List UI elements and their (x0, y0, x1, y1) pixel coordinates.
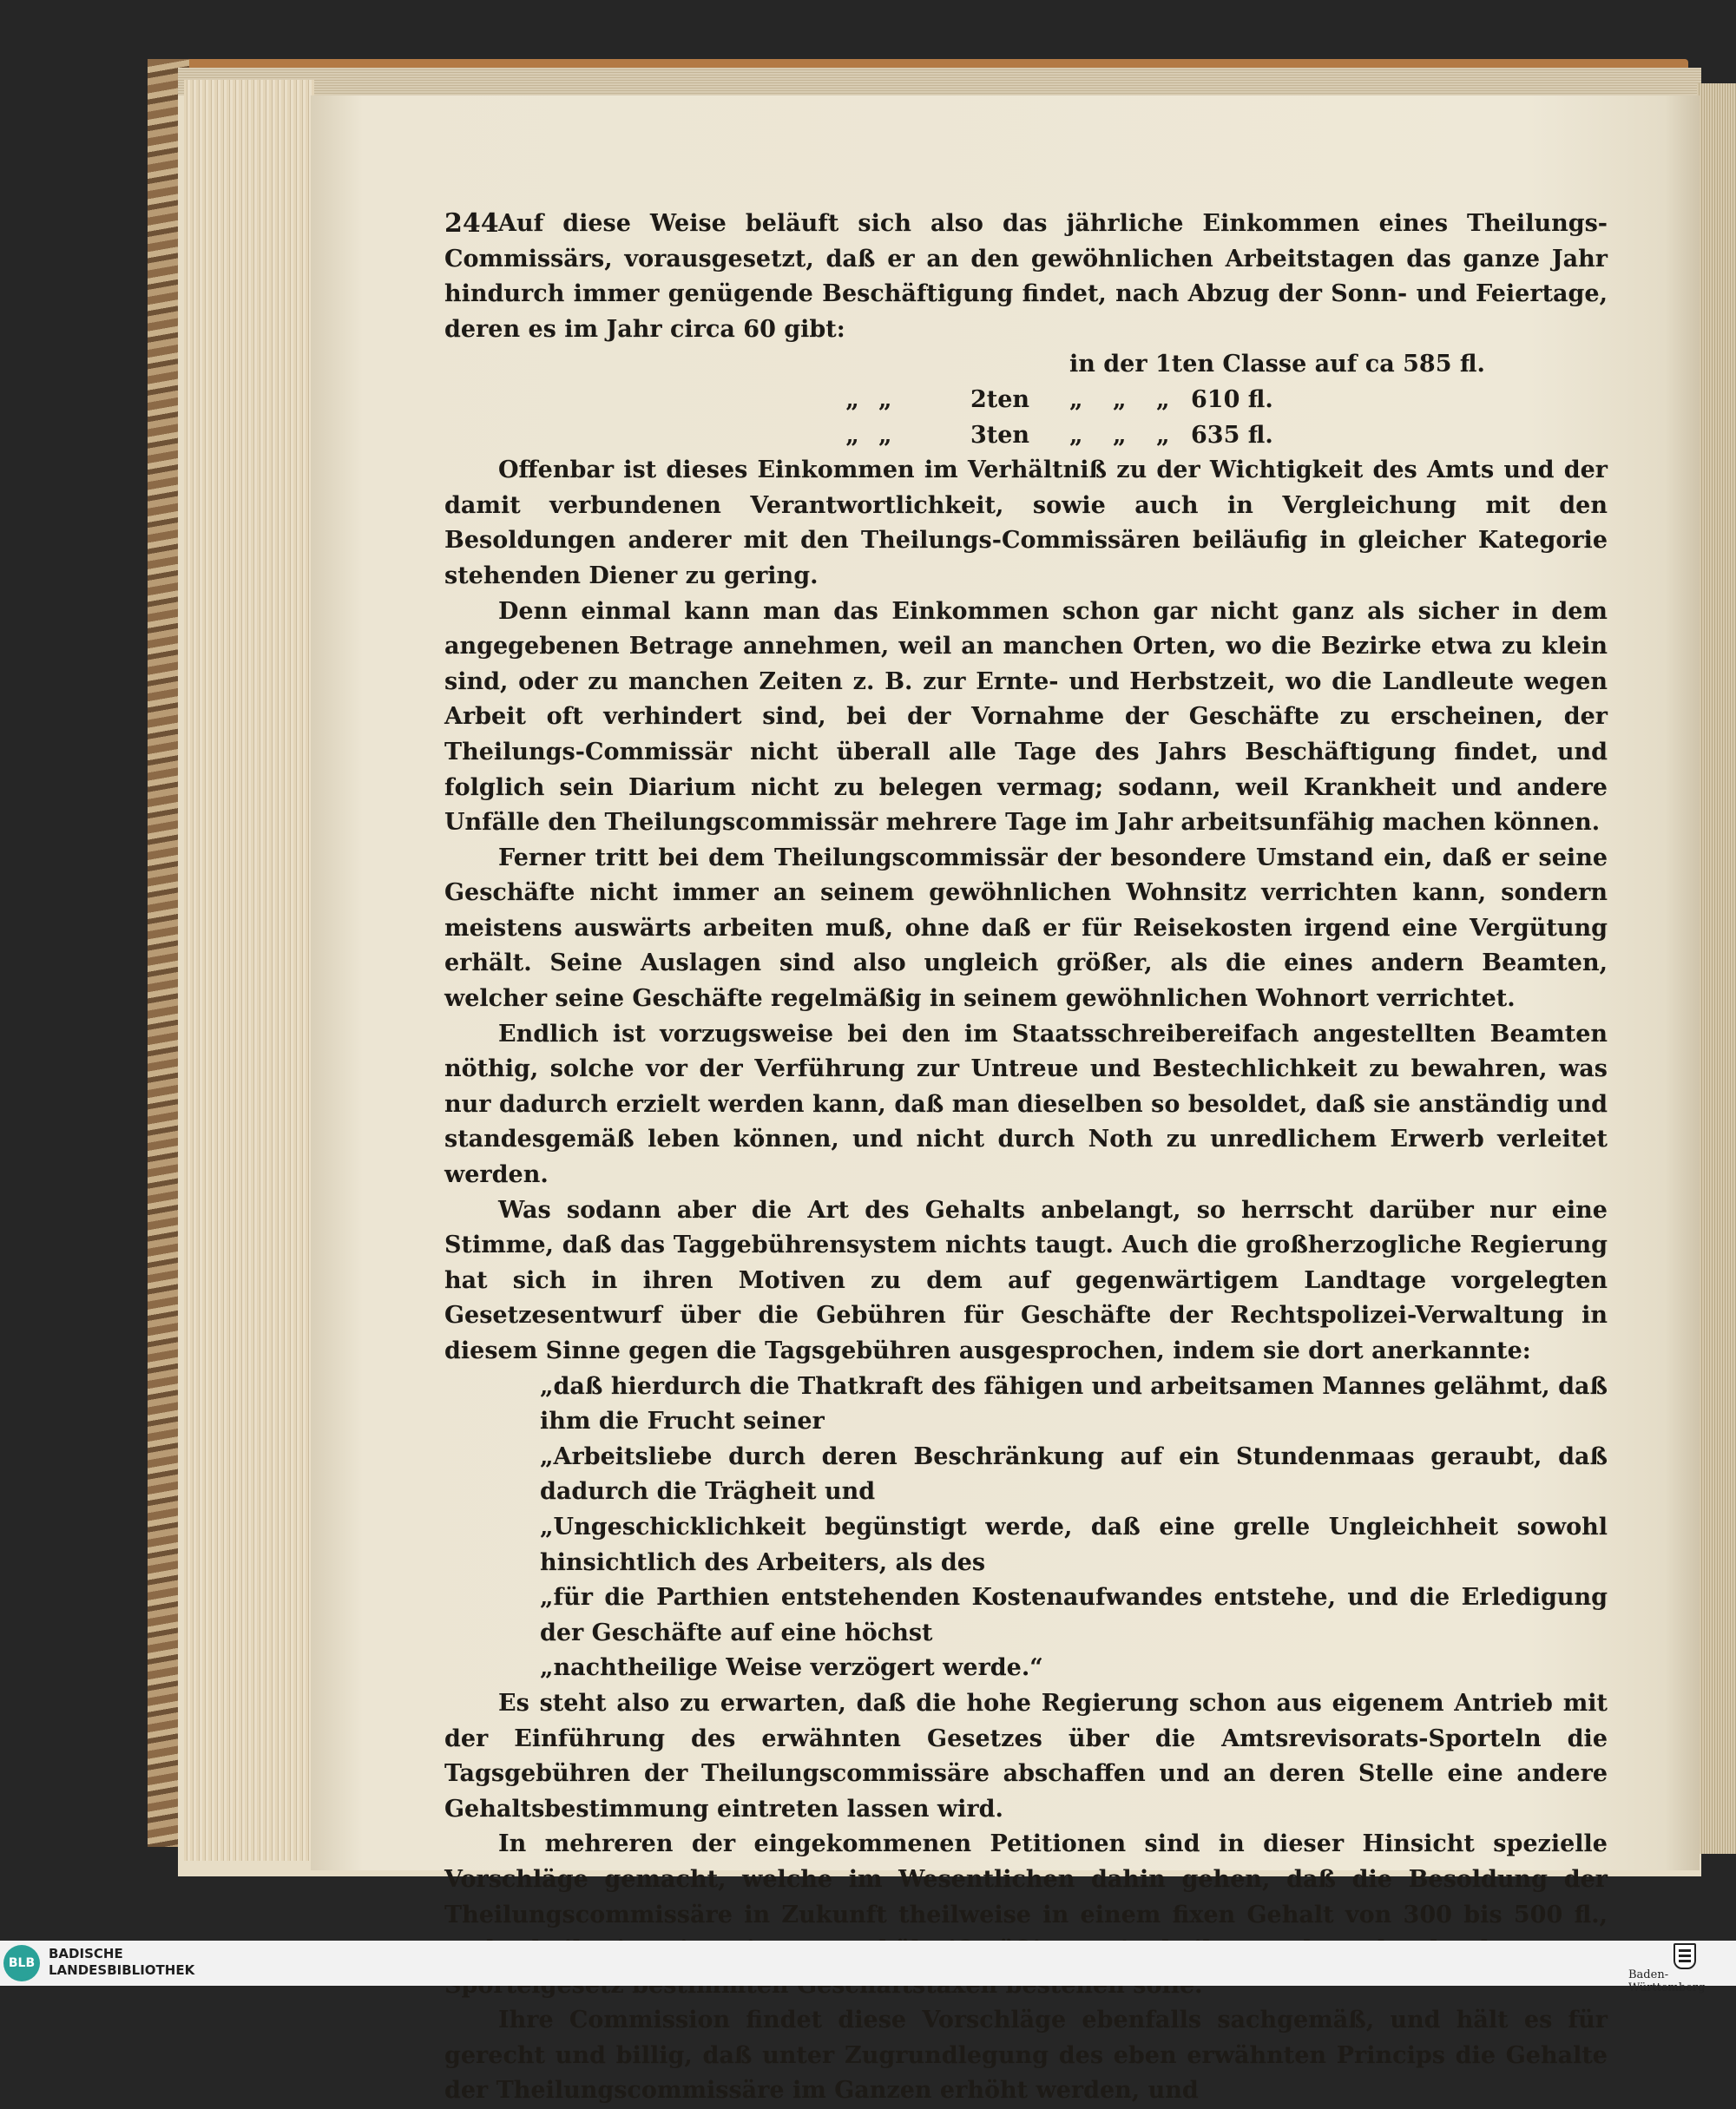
paragraph-8: In mehreren der eingekommenen Petitionen sind in dieser Hinsicht spezielle Vorschläge gemacht, welche im Wesentlichen dahin gehen, daß die Besoldung der Theilungscommissäre in Zukunft theilweise in einem fixen Gehalt von 300 bis 500 fl., (444, 1830, 1608, 1928)
ditto-mark: „ (1156, 421, 1170, 449)
quote-line: „nachtheilige Weise verzögert werde.“ (540, 1654, 1043, 1682)
income-table (444, 347, 1608, 453)
ditto-mark: „ (845, 421, 859, 449)
ditto-mark: „ (878, 385, 892, 413)
blb-logo[interactable]: BLB (3, 1945, 40, 1981)
page-number: 244 (444, 208, 499, 239)
quote-line: „Arbeitsliebe durch deren Beschränkung auf ein Stundenmaas geraubt, daß dadurch die Trägheit und (540, 1442, 1608, 1506)
ditto-mark: „ (878, 421, 892, 449)
class-label: 3ten (970, 421, 1030, 449)
page-stack-right (1697, 83, 1736, 1854)
state-name: Baden-Württemberg (1628, 1968, 1706, 1994)
quote-line: „daß hierdurch die Thatkraft des fähigen und arbeitsamen Mannes gelähmt, daß ihm die Frucht seiner (540, 1372, 1608, 1436)
paragraph-3: Denn einmal kann man das Einkommen schon gar nicht ganz als sicher in dem angegebenen Betrage annehmen, weil an manchen Orten, wo die Bezirke etwa zu klein sind, oder zu manchen Zeiten z. B. zur Ernte- und Herbstzeit, wo die Landleute wegen Arbeit oft verhindert sind, bei der Vornahme der Geschäfte zu erscheinen, der Theilungs-Commissär nicht überall alle Tage des Jahrs Beschäftigung findet, und folglich sein Diarium nicht zu belegen vermag; sodann, weil Krankheit und andere Unfälle den Theilungscommissär mehrere Tage im Jahr arbeitsunfähig machen können. (444, 597, 1608, 837)
income-row-1-text: in der 1ten Classe auf ca 585 fl. (1069, 351, 1485, 378)
ditto-mark: „ (1069, 421, 1083, 449)
page-stack-left (184, 80, 314, 1861)
library-name[interactable] (49, 1946, 194, 1979)
paragraph-5: Endlich ist vorzugsweise bei den im Staatsschreibereifach angestellten Beamten nöthig, solche vor der Verführung zur Untreue und Bestechlichkeit zu bewahren, was nur dadurch erzielt werden kann, daß man dieselben so besoldet, daß sie anständig und standesgemäß leben können, und nicht durch Noth zu unredlichem Erwerb verleitet werden. (444, 1020, 1608, 1189)
paragraph-9: Ihre Commission findet diese Vorschläge ebenfalls sachgemäß, und hält es für gerecht und billig, daß unter Zugrundlegung des eben erwähnten Princips die Gehalte der Theilungscommissäre im Ganzen erhöht werden, und (444, 2007, 1608, 2105)
paragraph-4: Ferner tritt bei dem Theilungscommissär der besondere Umstand ein, daß er seine Geschäfte nicht immer an seinem gewöhnlichen Wohnsitz verrichten kann, sondern meistens auswärts arbeiten muß, ohne daß er für Reisekosten irgend eine Vergütung erhält. Seine Auslagen sind also ungleich größer, als die eines andern Beamten, welcher seine Geschäfte regelmäßig in seinem gewöhnlichen Wohnort verrichtet. (444, 844, 1608, 1013)
amount: 635 fl. (1191, 421, 1273, 449)
income-row-3 (826, 418, 1608, 454)
quote-line: „Ungeschicklichkeit begünstigt werde, daß eine grelle Ungleichheit sowohl hinsichtlich des Arbeiters, als des (540, 1513, 1608, 1576)
paragraph-6: Was sodann aber die Art des Gehalts anbelangt, so herrscht darüber nur eine Stimme, daß das Taggebührensystem nichts taugt. Auch die großherzogliche Regierung hat sich in ihren Motiven zu dem auf gegenwärtigem Landtage vorgelegten Gesetzesentwurf über die Gebühren für Geschäfte der Rechtspolizei-Verwaltung in diesem Sinne gegen die Tagsgebühren ausgesprochen, indem sie dort anerkannte: (444, 1196, 1608, 1364)
ditto-mark: „ (845, 385, 859, 413)
class-label: 2ten (970, 385, 1030, 413)
coat-of-arms-icon (1674, 1943, 1696, 1969)
footer-bar (0, 1941, 1736, 1994)
ditto-mark: „ (1113, 421, 1127, 449)
library-name-line-1: BADISCHE (49, 1946, 123, 1961)
income-row-2 (826, 383, 1608, 418)
ditto-mark: „ (1113, 385, 1127, 413)
paragraph-2: Offenbar ist dieses Einkommen im Verhältniß zu der Wichtigkeit des Amts und der damit verbundenen Verantwortlichkeit, sowie auch in Vergleichung mit den Besoldungen anderer mit den Theilungs-Commissären beiläufig in gleicher Kategorie stehenden Diener zu gering. (444, 457, 1608, 589)
paragraph-7: Es steht also zu erwarten, daß die hohe Regierung schon aus eigenem Antrieb mit der Einführung des erwähnten Gesetzes über die Amtsrevisorats-Sporteln die Tagsgebühren der Theilungscommissäre abschaffen und an deren Stelle eine andere Gehaltsbestimmung eintreten lassen wird. (444, 1689, 1608, 1823)
library-name-line-2: LANDESBIBLIOTHEK (49, 1962, 195, 1978)
ditto-mark: „ (1156, 385, 1170, 413)
paragraph-1: Auf diese Weise beläuft sich also das jährliche Einkommen eines Theilungs-Commissärs, vorausgesetzt, daß er an den gewöhnlichen Arbeitstagen das ganze Jahr hindurch immer genügende Beschäftigung findet, nach Abzug der Sonn- und Feiertage, deren es im Jahr circa 60 gibt: (444, 210, 1608, 343)
income-row-1 (826, 347, 1608, 383)
page-text (444, 207, 1608, 2109)
page-top-edges (178, 68, 1701, 95)
amount: 610 fl. (1191, 385, 1273, 413)
block-quote (540, 1370, 1608, 1686)
ditto-mark: „ (1069, 385, 1083, 413)
quote-line: „für die Parthien entstehenden Kostenaufwandes entstehe, und die Erledigung der Geschäfte auf eine höchst (540, 1584, 1608, 1646)
